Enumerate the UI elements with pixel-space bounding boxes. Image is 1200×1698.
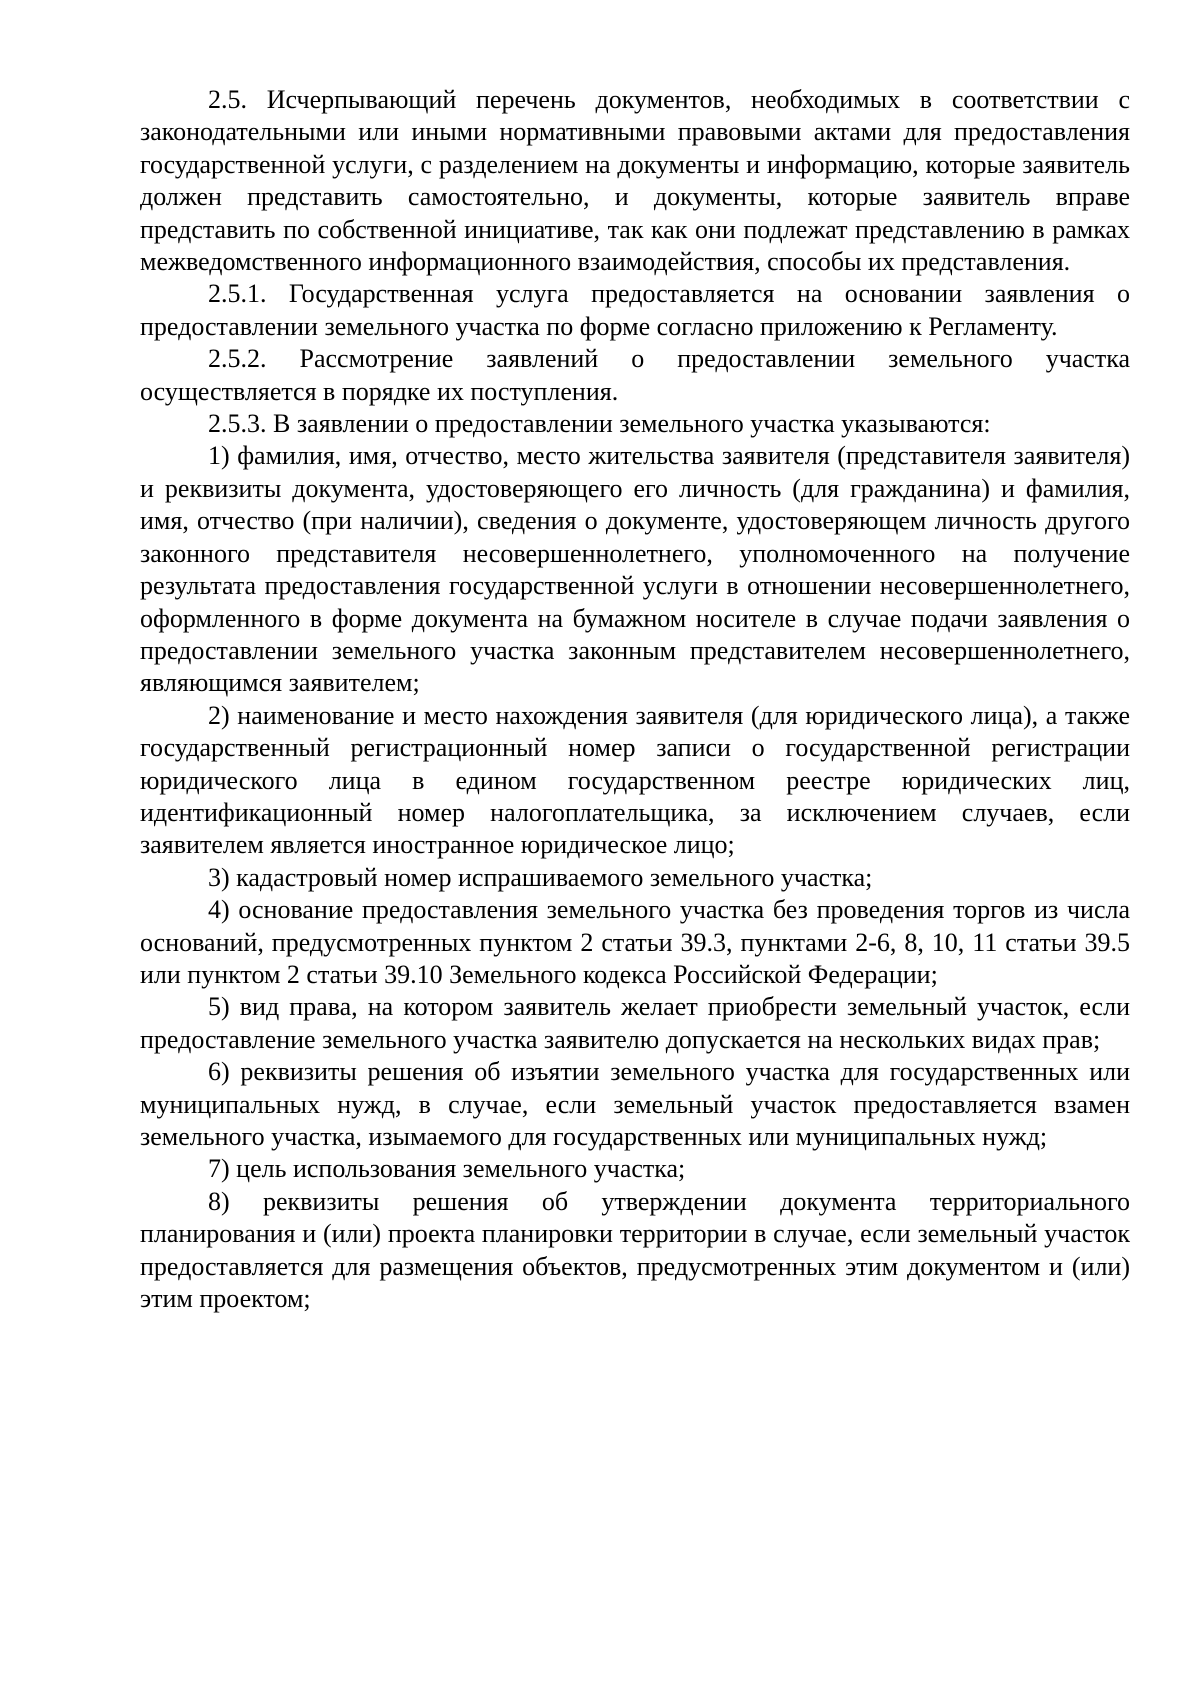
list-item-8: 8) реквизиты решения об утверждении документа территориального планирования и (или) проекта планировки территории в случае, если земельный участок предоставляется для размещения объектов, предусмотренных этим документом и (или) этим проектом; xyxy=(140,1186,1130,1314)
paragraph-2-5: 2.5. Исчерпывающий перечень документов, необходимых в соответствии с законодательными или иными нормативными правовыми актами для предоставления государственной услуги, с разделением на документы и информацию, которые заявитель должен представить самостоятельно, и документы, которые заявитель вправе представить по собственной инициативе, так как они подлежат представлению в рамках межведомственного информационного взаимодействия, способы их представления. xyxy=(140,85,1130,277)
list-item-3: 3) кадастровый номер испрашиваемого земельного участка; xyxy=(208,862,873,892)
list-item-2: 2) наименование и место нахождения заявителя (для юридического лица), а также государственный регистрационный номер записи о государственной регистрации юридического лица в едином государственном реестре юридических лиц, идентификационный номер налогоплательщика, за исключением случаев, если заявителем является иностранное юридическое лицо; xyxy=(140,700,1130,860)
list-item-1: 1) фамилия, имя, отчество, место жительства заявителя (представителя заявителя) и реквизиты документа, удостоверяющего его личность (для гражданина) и фамилия, имя, отчество (при наличии), сведения о документе, удостоверяющем личность другого законного представителя несовершеннолетнего, уполномоченного на получение результата предоставления государственной услуги в отношении несовершеннолетнего, оформленного в форме документа на бумажном носителе в случае подачи заявления о предоставлении земельного участка законным представителем несовершеннолетнего, являющимся заявителем; xyxy=(140,441,1130,698)
list-item-6: 6) реквизиты решения об изъятии земельного участка для государственных или муниципальных нужд, в случае, если земельный участок предоставляется взамен земельного участка, изымаемого для государственных или муниципальных нужд; xyxy=(140,1057,1130,1151)
paragraph-2-5-3: 2.5.3. В заявлении о предоставлении земельного участка указываются: xyxy=(208,409,991,439)
document-body xyxy=(140,84,1130,1315)
paragraph-2-5-2: 2.5.2. Рассмотрение заявлений о предоставлении земельного участка осуществляется в порядке их поступления. xyxy=(140,344,1130,406)
list-item-5: 5) вид права, на котором заявитель желает приобрести земельный участок, если предоставление земельного участка заявителю допускается на нескольких видах прав; xyxy=(140,992,1130,1054)
paragraph-2-5-1: 2.5.1. Государственная услуга предоставляется на основании заявления о предоставлении земельного участка по форме согласно приложению к Регламенту. xyxy=(140,279,1130,341)
list-item-7: 7) цель использования земельного участка; xyxy=(208,1154,686,1184)
list-item-4: 4) основание предоставления земельного участка без проведения торгов из числа оснований, предусмотренных пунктом 2 статьи 39.3, пунктами 2-6, 8, 10, 11 статьи 39.5 или пунктом 2 статьи 39.10 Земельного кодекса Российской Федерации; xyxy=(140,895,1130,989)
